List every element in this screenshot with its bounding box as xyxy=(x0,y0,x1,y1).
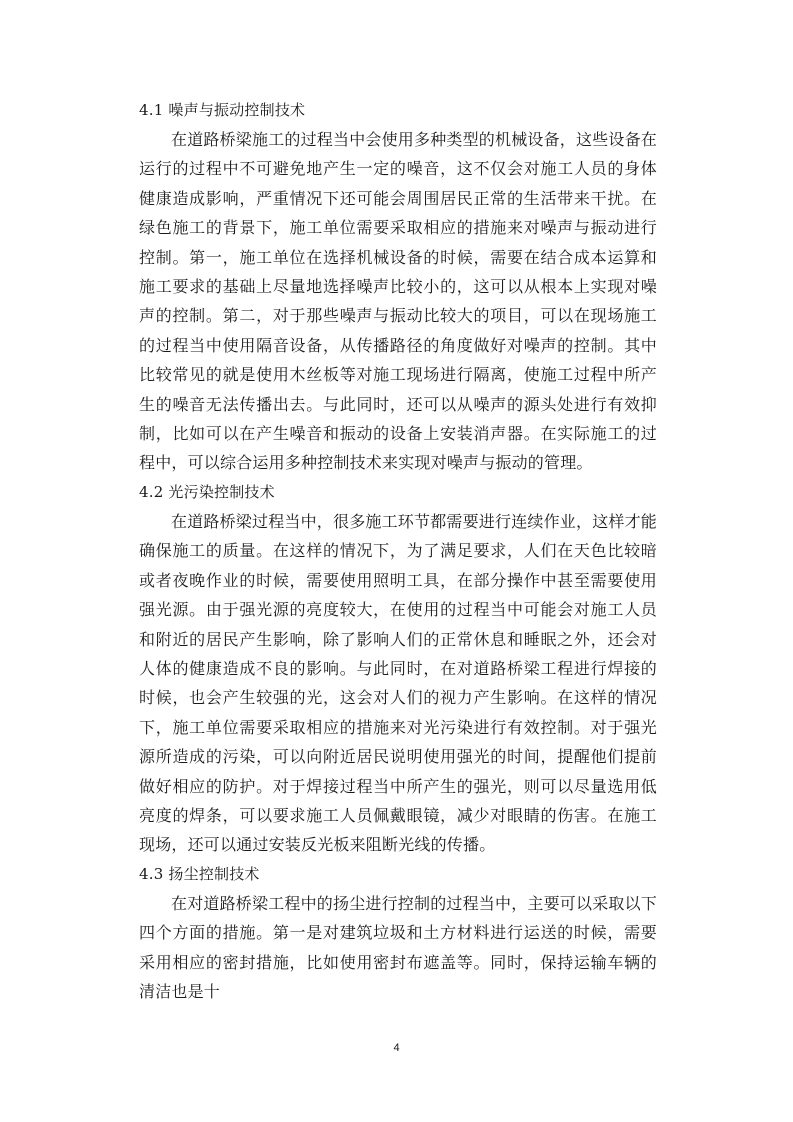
section-paragraph: 在道路桥梁过程当中，很多施工环节都需要进行连续作业，这样才能确保施工的质量。在这样的情况下，为了满足要求，人们在天色比较暗或者夜晚作业的时候，需要使用照明工具，在部分操作中甚至需要使用强光源。由于强光源的亮度较大，在使用的过程当中可能会对施工人员和附近的居民产生影响，除了影响人们的正常休息和睡眠之外，还会对人体的健康造成不良的影响。与此同时，在对道路桥梁工程进行焊接的时候，也会产生较强的光，这会对人们的视力产生影响。在这样的情况下，施工单位需要采取相应的措施来对光污染进行有效控制。对于强光源所造成的污染，可以向附近居民说明使用强光的时间，提醒他们提前做好相应的防护。对于焊接过程当中所产生的强光，则可以尽量选用低亮度的焊条，可以要求施工人员佩戴眼镜，减少对眼睛的伤害。在施工现场，还可以通过安装反光板来阻断光线的传播。 xyxy=(139,511,658,855)
section-heading: 4.1 噪声与振动控制技术 xyxy=(139,101,306,119)
document-body xyxy=(139,96,657,1006)
section-light-pollution xyxy=(139,478,657,860)
section-paragraph: 在对道路桥梁工程中的扬尘进行控制的过程当中，主要可以采取以下四个方面的措施。第一是对建筑垃圾和土方材料进行运送的时候，需要采用相应的密封措施，比如使用密封布遮盖等。同时，保持运输车辆的清洁也是十 xyxy=(139,893,658,1001)
section-dust-control xyxy=(139,860,657,1007)
section-paragraph: 在道路桥梁施工的过程当中会使用多种类型的机械设备，这些设备在运行的过程中不可避免地产生一定的噪音，这不仅会对施工人员的身体健康造成影响，严重情况下还可能会周围居民正常的生活带来干扰。在绿色施工的背景下，施工单位需要采取相应的措施来对噪声与振动进行控制。第一，施工单位在选择机械设备的时候，需要在结合成本运算和施工要求的基础上尽量地选择噪声比较小的，这可以从根本上实现对噪声的控制。第二，对于那些噪声与振动比较大的项目，可以在现场施工的过程当中使用隔音设备，从传播路径的角度做好对噪声的控制。其中比较常见的就是使用木丝板等对施工现场进行隔离，使施工过程中所产生的噪音无法传播出去。与此同时，还可以从噪声的源头处进行有效抑制，比如可以在产生噪音和振动的设备上安装消声器。在实际施工的过程中，可以综合运用多种控制技术来实现对噪声与振动的管理。 xyxy=(139,130,658,473)
section-noise-vibration xyxy=(139,96,657,478)
page-number: 4 xyxy=(393,1042,400,1054)
section-heading: 4.2 光污染控制技术 xyxy=(139,482,275,501)
section-heading: 4.3 扬尘控制技术 xyxy=(139,864,260,883)
